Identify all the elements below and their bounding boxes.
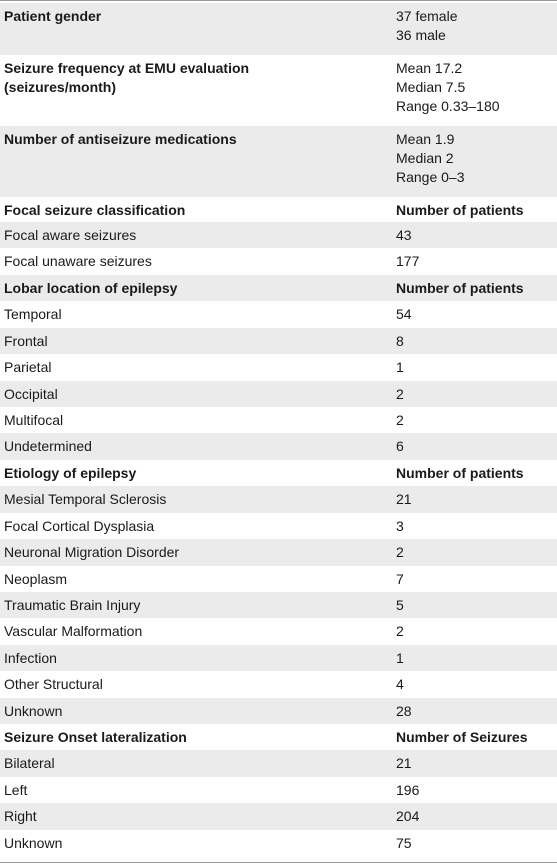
row-value — [385, 539, 557, 566]
row-label — [0, 777, 385, 803]
row-value — [385, 126, 557, 197]
value-line: Number of patients — [396, 280, 524, 296]
label-line: (seizures/month) — [4, 79, 117, 95]
row-value — [385, 698, 557, 724]
table-row — [0, 3, 557, 55]
row-heading — [0, 55, 385, 126]
table-row — [0, 55, 557, 126]
table-row — [0, 301, 557, 328]
label-line: Focal aware seizures — [4, 227, 137, 243]
label-line: Parietal — [4, 359, 52, 375]
column-heading — [385, 460, 557, 486]
table-row — [0, 750, 557, 777]
value-line: 36 male — [396, 27, 446, 43]
value-line: Median 7.5 — [396, 79, 466, 95]
row-label — [0, 222, 385, 248]
table-bottom-rule — [0, 862, 557, 863]
row-value — [385, 803, 557, 830]
table-row — [0, 197, 557, 222]
value-line: 177 — [396, 253, 420, 269]
table-row — [0, 539, 557, 566]
row-heading — [0, 197, 385, 222]
row-label — [0, 381, 385, 407]
label-line: Lobar location of epilepsy — [4, 280, 178, 296]
row-heading — [0, 3, 385, 55]
label-line: Seizure frequency at EMU evaluation — [4, 60, 250, 76]
row-value — [385, 486, 557, 513]
value-line: 37 female — [396, 8, 458, 24]
label-line: Infection — [4, 650, 57, 666]
row-value — [385, 566, 557, 592]
column-heading — [385, 275, 557, 301]
value-line: Number of patients — [396, 465, 524, 481]
table-row — [0, 671, 557, 698]
row-label — [0, 354, 385, 381]
table-row — [0, 381, 557, 407]
column-heading — [385, 197, 557, 222]
table-row — [0, 433, 557, 460]
value-line: Number of patients — [396, 202, 524, 218]
row-label — [0, 645, 385, 671]
row-heading — [0, 275, 385, 301]
row-value — [385, 381, 557, 407]
label-line: Bilateral — [4, 755, 55, 771]
label-line: Left — [4, 782, 28, 798]
row-value — [385, 618, 557, 645]
table-row — [0, 248, 557, 275]
table-row — [0, 222, 557, 248]
value-line: 1 — [396, 359, 404, 375]
table-row — [0, 724, 557, 750]
row-value — [385, 830, 557, 862]
label-line: Focal Cortical Dysplasia — [4, 518, 155, 534]
row-value — [385, 750, 557, 777]
label-line: Patient gender — [4, 8, 102, 24]
value-line: 2 — [396, 544, 404, 560]
label-line: Traumatic Brain Injury — [4, 597, 141, 613]
table-row — [0, 407, 557, 433]
table-row — [0, 777, 557, 803]
label-line: Right — [4, 808, 37, 824]
value-line: 2 — [396, 623, 404, 639]
row-value — [385, 354, 557, 381]
value-line: Range 0–3 — [396, 169, 465, 185]
table-row — [0, 698, 557, 724]
row-heading — [0, 724, 385, 750]
row-value — [385, 777, 557, 803]
row-value — [385, 301, 557, 328]
row-label — [0, 671, 385, 698]
label-line: Mesial Temporal Sclerosis — [4, 491, 167, 507]
row-label — [0, 539, 385, 566]
row-label — [0, 301, 385, 328]
value-line: 21 — [396, 491, 412, 507]
table-row — [0, 460, 557, 486]
value-line: 3 — [396, 518, 404, 534]
label-line: Other Structural — [4, 676, 103, 692]
row-value — [385, 3, 557, 55]
label-line: Focal unaware seizures — [4, 253, 152, 269]
row-label — [0, 248, 385, 275]
value-line: 1 — [396, 650, 404, 666]
row-heading — [0, 126, 385, 197]
row-label — [0, 750, 385, 777]
row-label — [0, 486, 385, 513]
value-line: 6 — [396, 438, 404, 454]
value-line: Number of Seizures — [396, 729, 528, 745]
value-line: 5 — [396, 597, 404, 613]
table-row — [0, 645, 557, 671]
table-row — [0, 486, 557, 513]
row-label — [0, 803, 385, 830]
table-row — [0, 830, 557, 862]
label-line: Number of antiseizure medications — [4, 131, 237, 147]
value-line: 2 — [396, 412, 404, 428]
label-line: Unknown — [4, 835, 63, 851]
table-top-rule — [0, 0, 557, 1]
value-line: 28 — [396, 703, 412, 719]
table-row — [0, 803, 557, 830]
row-value — [385, 433, 557, 460]
value-line: Mean 1.9 — [396, 131, 455, 147]
row-label — [0, 433, 385, 460]
row-heading — [0, 460, 385, 486]
row-label — [0, 513, 385, 539]
label-line: Seizure Onset lateralization — [4, 729, 187, 745]
value-line: 204 — [396, 808, 420, 824]
row-value — [385, 407, 557, 433]
value-line: 7 — [396, 571, 404, 587]
table-row — [0, 566, 557, 592]
row-value — [385, 592, 557, 618]
row-label — [0, 830, 385, 862]
label-line: Frontal — [4, 333, 48, 349]
label-line: Multifocal — [4, 412, 64, 428]
label-line: Etiology of epilepsy — [4, 465, 137, 481]
row-value — [385, 222, 557, 248]
row-value — [385, 671, 557, 698]
row-label — [0, 618, 385, 645]
label-line: Focal seizure classification — [4, 202, 186, 218]
label-line: Unknown — [4, 703, 63, 719]
row-value — [385, 513, 557, 539]
value-line: 8 — [396, 333, 404, 349]
value-line: 2 — [396, 386, 404, 402]
value-line: Median 2 — [396, 150, 454, 166]
label-line: Undetermined — [4, 438, 92, 454]
table-row — [0, 513, 557, 539]
row-label — [0, 566, 385, 592]
table-row — [0, 592, 557, 618]
label-line: Neoplasm — [4, 571, 68, 587]
value-line: 4 — [396, 676, 404, 692]
value-line: 54 — [396, 306, 412, 322]
label-line: Neuronal Migration Disorder — [4, 544, 180, 560]
column-heading — [385, 724, 557, 750]
row-label — [0, 698, 385, 724]
row-label — [0, 407, 385, 433]
label-line: Occipital — [4, 386, 58, 402]
value-line: 75 — [396, 835, 412, 851]
table-row — [0, 354, 557, 381]
row-value — [385, 645, 557, 671]
table-row — [0, 275, 557, 301]
label-line: Temporal — [4, 306, 62, 322]
row-value — [385, 55, 557, 126]
row-value — [385, 328, 557, 354]
row-value — [385, 248, 557, 275]
value-line: 43 — [396, 227, 412, 243]
table-row — [0, 328, 557, 354]
table-row — [0, 618, 557, 645]
value-line: 196 — [396, 782, 420, 798]
label-line: Vascular Malformation — [4, 623, 143, 639]
value-line: Mean 17.2 — [396, 60, 463, 76]
row-label — [0, 328, 385, 354]
value-line: Range 0.33–180 — [396, 98, 500, 114]
row-label — [0, 592, 385, 618]
table-row — [0, 126, 557, 197]
value-line: 21 — [396, 755, 412, 771]
